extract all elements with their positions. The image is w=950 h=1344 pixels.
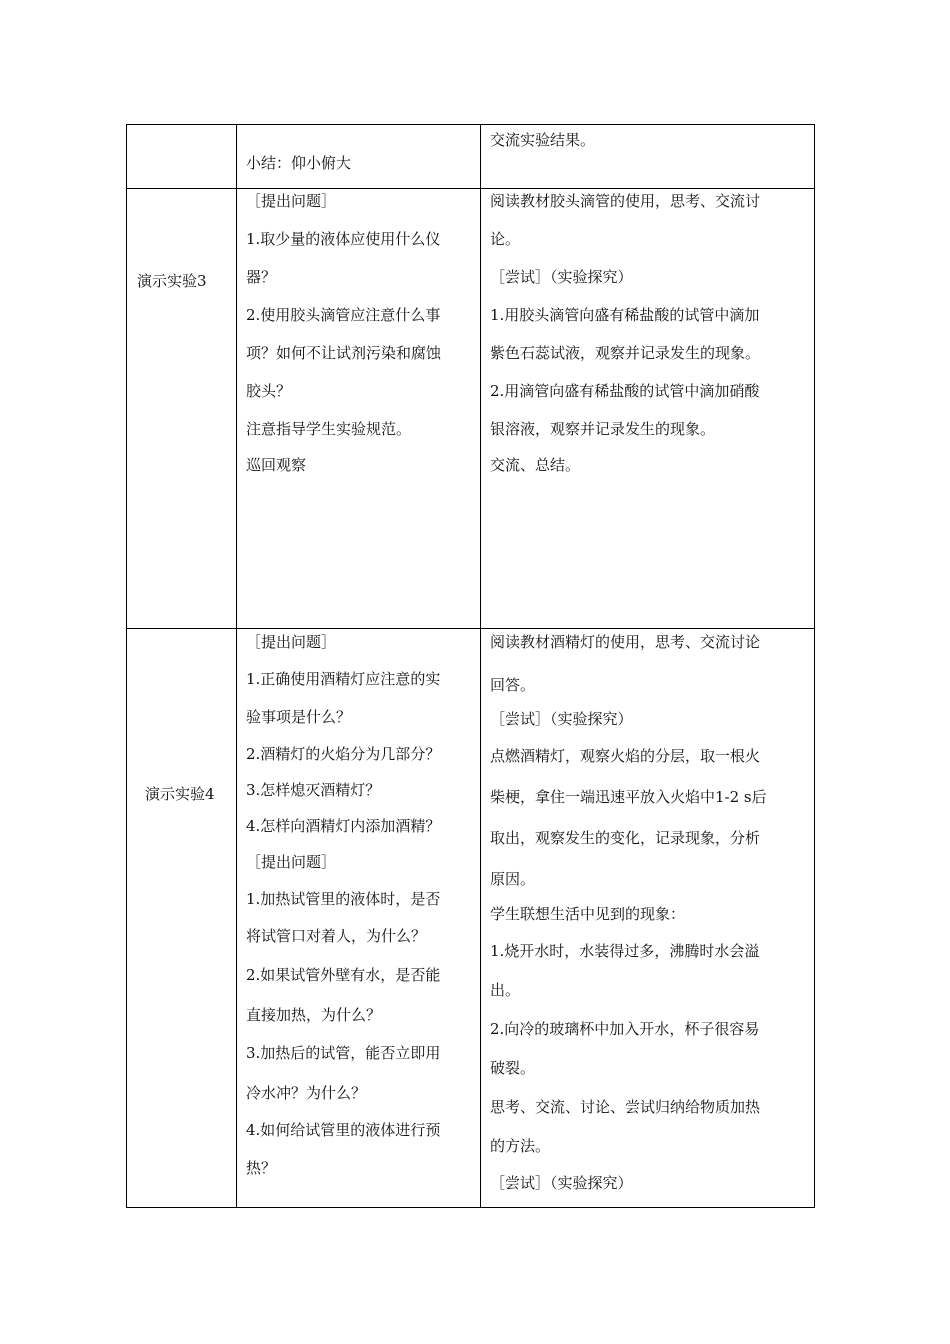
lesson-table <box>126 124 815 1208</box>
text-line: 论。 <box>490 230 521 248</box>
text-line: 思考、交流、讨论、尝试归纳给物质加热 <box>490 1098 761 1116</box>
text-line: 取出，观察发生的变化，记录现象，分析 <box>490 829 761 847</box>
text-line: 交流、总结。 <box>490 456 581 474</box>
text-line: 直接加热，为什么？ <box>246 1006 382 1024</box>
teacher-cell-row-2 <box>246 188 476 628</box>
text-line: 3.加热后的试管，能否立即用 <box>246 1044 441 1062</box>
text-line: 学生联想生活中见到的现象： <box>490 905 686 923</box>
text-line: ［提出问题］ <box>246 192 337 210</box>
text-line: 2.如果试管外壁有水，是否能 <box>246 966 441 984</box>
text-line: 点燃酒精灯，观察火焰的分层，取一根火 <box>490 747 761 765</box>
teacher-cell-row-3 <box>246 628 476 1208</box>
text-line: 3.怎样熄灭酒精灯？ <box>246 781 381 799</box>
text-line: 器？ <box>246 268 277 286</box>
text-line: 破裂。 <box>490 1059 536 1077</box>
text-line: 2.向冷的玻璃杯中加入开水，杯子很容易 <box>490 1020 760 1038</box>
text-line: 1.加热试管里的液体时，是否 <box>246 890 441 908</box>
row-label: 演示实验4 <box>145 785 215 803</box>
text-line: 2.用滴管向盛有稀盐酸的试管中滴加硝酸 <box>490 382 760 400</box>
teacher-cell-row-1 <box>246 125 476 188</box>
text-line: 小结：仰小俯大 <box>246 154 352 172</box>
text-line: 4.怎样向酒精灯内添加酒精？ <box>246 817 441 835</box>
column-divider <box>480 125 481 1207</box>
text-line: 将试管口对着人，为什么？ <box>246 927 427 945</box>
text-line: 柴梗，拿住一端迅速平放入火焰中1-2 s后 <box>490 788 767 806</box>
text-line: 项？如何不让试剂污染和腐蚀 <box>246 344 442 362</box>
student-cell-row-3 <box>490 628 812 1208</box>
text-line: 巡回观察 <box>246 456 307 474</box>
student-cell-row-1 <box>490 125 812 188</box>
text-line: ［提出问题］ <box>246 633 337 651</box>
text-line: 阅读教材酒精灯的使用，思考、交流讨论 <box>490 633 761 651</box>
text-line: 1.正确使用酒精灯应注意的实 <box>246 670 441 688</box>
row-label: 演示实验3 <box>137 272 207 290</box>
text-line: ［提出问题］ <box>246 853 337 871</box>
text-line: ［尝试］（实验探究） <box>490 1174 633 1192</box>
text-line: ［尝试］（实验探究） <box>490 268 633 286</box>
text-line: 回答。 <box>490 676 536 694</box>
column-divider <box>236 125 237 1207</box>
student-cell-row-2 <box>490 188 812 628</box>
text-line: 1.烧开水时，水装得过多，沸腾时水会溢 <box>490 942 760 960</box>
text-line: 阅读教材胶头滴管的使用，思考、交流讨 <box>490 192 761 210</box>
text-line: 热？ <box>246 1159 277 1177</box>
text-line: 2.使用胶头滴管应注意什么事 <box>246 306 441 324</box>
text-line: 1.取少量的液体应使用什么仪 <box>246 230 441 248</box>
text-line: 验事项是什么？ <box>246 708 352 726</box>
text-line: 的方法。 <box>490 1137 551 1155</box>
text-line: ［尝试］（实验探究） <box>490 710 633 728</box>
text-line: 交流实验结果。 <box>490 131 596 149</box>
text-line: 1.用胶头滴管向盛有稀盐酸的试管中滴加 <box>490 306 760 324</box>
text-line: 2.酒精灯的火焰分为几部分？ <box>246 745 441 763</box>
text-line: 银溶液，观察并记录发生的现象。 <box>490 420 716 438</box>
text-line: 紫色石蕊试液，观察并记录发生的现象。 <box>490 344 761 362</box>
text-line: 原因。 <box>490 870 536 888</box>
text-line: 注意指导学生实验规范。 <box>246 420 412 438</box>
text-line: 出。 <box>490 981 521 999</box>
text-line: 冷水冲？为什么？ <box>246 1084 367 1102</box>
text-line: 胶头？ <box>246 382 292 400</box>
text-line: 4.如何给试管里的液体进行预 <box>246 1121 441 1139</box>
